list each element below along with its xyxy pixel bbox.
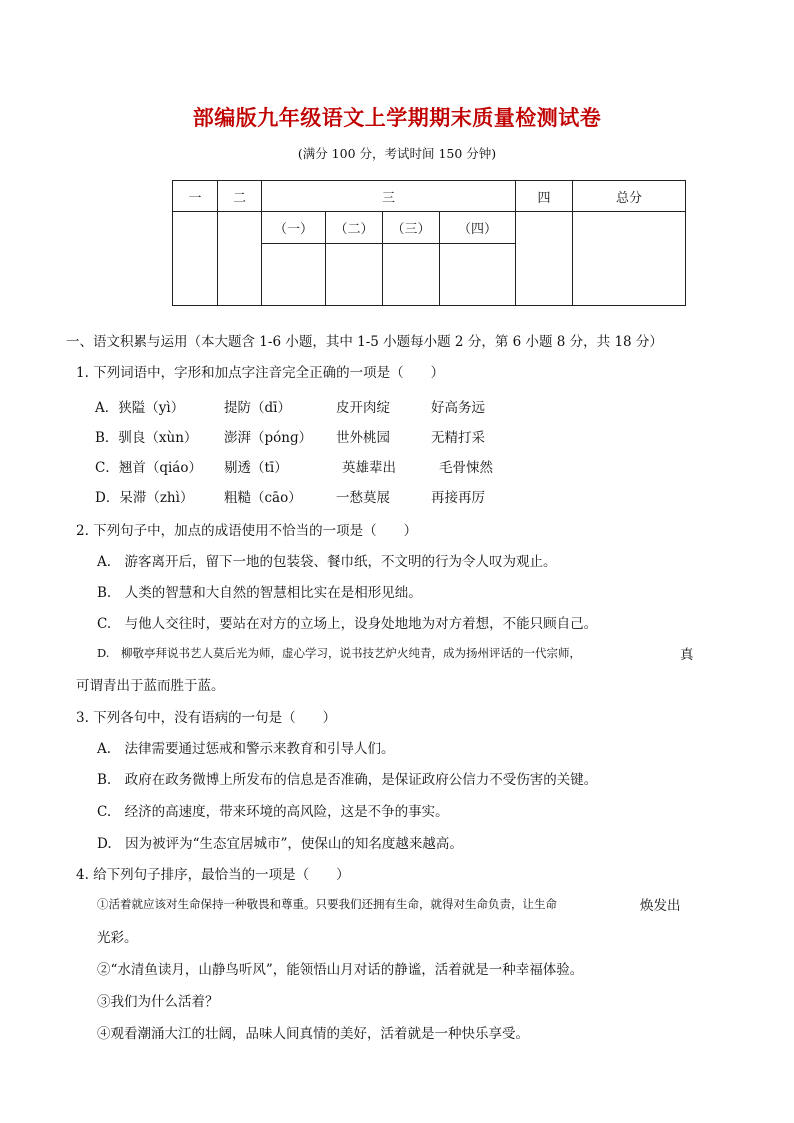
q2-option-a: A. 游客离开后，留下一地的包装袋、餐巾纸，不文明的行为令人叹为观止。 (97, 554, 557, 570)
section-heading: 一、语文积累与运用（本大题含 1-6 小题，其中 1-5 小题每小题 2 分，第 6 小题 8 分，共 18 分） (66, 334, 663, 350)
q2-option-d-line1: D. 柳敬亭拜说书艺人莫后光为师，虚心学习，说书技艺炉火纯青，成为扬州评话的一代宗师， (97, 646, 581, 660)
q1-a-4: 好高务远 (431, 400, 485, 416)
q1-d-3: 一愁莫展 (336, 490, 390, 506)
score-cell-3-2 (326, 243, 383, 306)
q1-a-2: 提防（dī） (224, 400, 291, 416)
score-cell-4 (516, 212, 573, 306)
score-subheader-4: （四） (440, 212, 516, 243)
q2-option-b: B. 人类的智慧和大自然的智慧相比实在是相形见绌。 (97, 585, 422, 601)
score-cell-2 (218, 212, 262, 306)
score-cell-1 (173, 212, 218, 306)
exam-subtitle: (满分 100 分，考试时间 150 分钟) (297, 146, 497, 161)
q3-option-b: B. 政府在政务微博上所发布的信息是否准确，是保证政府公信力不受伤害的关键。 (97, 772, 598, 788)
score-header-1: 一 (173, 181, 218, 212)
score-subheader-3: （三） (383, 212, 440, 243)
score-header-total: 总分 (573, 181, 686, 212)
q1-c-3: 英雄辈出 (342, 460, 396, 476)
q2-option-d-line1-tail: 真 (680, 647, 694, 663)
q1-d-2: 粗糙（cāo） (224, 490, 302, 506)
score-header-2: 二 (218, 181, 262, 212)
question-3-stem: 3. 下列各句中，没有语病的一句是（ ） (76, 710, 337, 726)
q3-option-a: A. 法律需要通过惩戒和警示来教育和引导人们。 (97, 741, 395, 757)
q1-a-1: A．狭隘（yì） (95, 400, 185, 416)
q1-b-4: 无精打采 (431, 430, 485, 446)
score-header-3: 三 (262, 181, 516, 212)
score-subheader-1: （一） (262, 212, 326, 243)
q3-option-c: C. 经济的高速度，带来环境的高风险，这是不争的事实。 (97, 804, 449, 820)
q1-a-3: 皮开肉绽 (336, 400, 390, 416)
q4-sentence-1-line2: 光彩。 (97, 930, 138, 946)
score-cell-3-4 (440, 243, 516, 306)
score-cell-total (573, 212, 686, 306)
q4-sentence-1-tail: 焕发出 (640, 898, 681, 914)
q1-c-2: 剔透（tī） (224, 460, 288, 476)
score-table (172, 180, 686, 306)
question-1-stem: 1. 下列词语中，字形和加点字注音完全正确的一项是（ ） (76, 365, 445, 381)
q4-sentence-3: ③我们为什么活着？ (97, 994, 219, 1010)
q2-option-c: C. 与他人交往时，要站在对方的立场上，设身处地地为对方着想，不能只顾自己。 (97, 616, 598, 632)
question-2-stem: 2. 下列句子中，加点的成语使用不恰当的一项是（ ） (76, 523, 418, 539)
q1-c-1: C．翘首（qiáo） (95, 460, 202, 476)
q3-option-d: D. 因为被评为“生态宜居城市”，使保山的知名度越来越高。 (97, 836, 463, 852)
q1-b-3: 世外桃园 (336, 430, 390, 446)
score-header-4: 四 (516, 181, 573, 212)
q4-sentence-2: ②“水清鱼读月，山静鸟听风”，能领悟山月对话的静谧，活着就是一种幸福体验。 (97, 962, 584, 978)
exam-title: 部编版九年级语文上学期期末质量检测试卷 (192, 105, 602, 130)
q1-d-4: 再接再厉 (431, 490, 485, 506)
q1-b-2: 澎湃（pónɡ） (224, 430, 313, 446)
q2-option-d-line2: 可谓青出于蓝而胜于蓝。 (76, 678, 225, 694)
q4-sentence-1-line1: ①活着就应该对生命保持一种敬畏和尊重。只要我们还拥有生命，就得对生命负责，让生命 (97, 897, 557, 911)
score-subheader-2: （二） (326, 212, 383, 243)
score-cell-3-3 (383, 243, 440, 306)
q1-b-1: B．驯良（xùn） (95, 430, 198, 446)
q4-sentence-4: ④观看潮涌大江的壮阔，品味人间真情的美好，活着就是一种快乐享受。 (97, 1026, 529, 1042)
q1-d-1: D．呆滞（zhì） (95, 490, 194, 506)
q1-c-4: 毛骨悚然 (439, 460, 493, 476)
question-4-stem: 4. 给下列句子排序，最恰当的一项是（ ） (76, 867, 350, 883)
score-cell-3-1 (262, 243, 326, 306)
